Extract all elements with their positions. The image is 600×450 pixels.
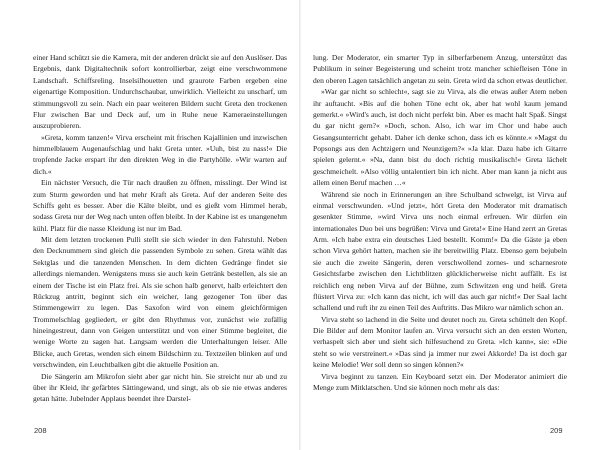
paragraph: Mit dem letzten trockenen Pulli stellt sie sich wieder in den Fahrstuhl. Neben den Decknummern sind gleich die passenden Symbole zu sehen. Greta wählt das Sektglas und die tanzenden Menschen. In dem dichten Gedränge findet sie allerdings niemanden. Wenigstens muss sie auch kein Getränk bestellen, als sie an einem der Tische ist ein Platz frei. Als sie schon halb genervt, halb erleichtert den Rückzug antritt, beginnt sich ein weicher, lang gezogener Ton über das Stimmengewirr zu legen. Das Saxofon wird von einem gleichförmigen Trommelschlag gegliedert, er gibt den Rhythmus vor, zunächst wie zufällig hineingestreut, dann von Geigen unterstützt und von einer Stimme begleitet, die wenige Worte zu sagen hat. Langsam werden die Unterhaltungen leiser. Alle Blicke, auch Gretas, wenden sich einem Bildschirm zu. Textzeilen blinken auf und verschwinden, ein Leuchtbalken gibt die aktuelle Position an.	[33, 235, 287, 370]
paragraph: Virva steht so lachend in die Seite und deutet noch zu. Greta schüttelt den Kopf. Die Bilder auf dem Monitor laufen an. Virva versucht sich an den ersten Worten, verhaspelt sich aber und sieht sich hilfesuchend zu Greta. »Ich kann«, sie: »Die steht so wie verstreinert.« »Das sind ja immer nur zwei Akkorde! Da ist doch gar keine Melodie! Wer soll denn so singen können?«	[313, 314, 567, 370]
paragraph: Virva beginnt zu tanzen. Ein Keyboard setzt ein. Der Moderator animiert die Menge zum Mitklatschen. Und sie können noch mehr als das:	[313, 371, 567, 392]
right-page	[300, 0, 600, 450]
paragraph: »War gar nicht so schlecht«, sagt sie zu Virva, als die etwas außer Atem neben ihr auftaucht. »Bis auf die hohen Töne echt ok, aber hat wohl kaum jemand gemerkt.« »Wird's auch, ist doch nicht perfekt bin. Aber es macht halt Spaß. Singst du gar nicht gern?« »Doch, schon. Also, ich war im Chor und habe auch Gesangsunterricht gehabt. Daher ich denke schon, dass ich es könnte.« »Magst du Popsongs aus den Achtzigern und Neunzigern?« »Ja klar. Dazu habe ich Gitarre spielen gelernt.« »Na, dann bist du doch richtig musikalisch!« Greta lächelt geschmeichelt. »Also völlig untalentiert bin ich nicht. Aber man kann ja nicht aus allem einen Beruf machen …«	[313, 87, 567, 188]
right-page-text	[313, 52, 567, 393]
left-page-text	[33, 52, 287, 405]
page-number: 208	[34, 426, 47, 435]
page-number: 209	[550, 426, 563, 435]
paragraph: einer Hand schützt sie die Kamera, mit der anderen drückt sie auf den Auslöser. Das Ergebnis, dank Digitaltechnik sofort kontrollierbar, zeigt eine verschwommene Landschaft. Schiffsreling. Inselsilhouetten und graurote Farben ergeben eine eigenartige Komposition. Undurchschaubar, unwirklich. Vielleicht zu unscharf, um stimmungsvoll zu sein. Nach ein paar weiteren Bildern sucht Greta den trockenen Flur zwischen Bar und Deck auf, um in Ruhe neue Kameraeinstellungen auszuprobieren.	[33, 53, 287, 131]
paragraph: lung. Der Moderator, ein smarter Typ in silberfarbenem Anzug, unterstützt das Publikum in seiner Begeisterung und scheint trotz mancher schiefleisen Töne in den oberen Lagen tatsächlich angetan zu sein. Greta wird da schon etwas deutlicher.	[313, 53, 567, 85]
paragraph: Die Sängerin am Mikrofon sieht aber gar nicht hin. Sie streicht nur ab und zu über ihr Kleid, ihr gefärbtes Sättingewand, und singt, als ob sie nie etwas anderes getan hätte. Jubelnder Applaus beendet ihre Darstel-	[33, 371, 287, 404]
paragraph: »Greta, komm tanzen!« Virva erscheint mit frischen Kajallinien und inzwischen himmelblauem Augenaufschlag und hakt Greta unter. »Uuh, bist zu nass!« Die tropfende Jacke erspart ihr den direkten Weg in die Partyhölle. »Wir warten auf dich.«	[33, 132, 287, 176]
paragraph: Während sie noch in Erinnerungen an ihre Schulband schwelgt, ist Virva auf einmal verschwunden. »Und jetzt«, hört Greta den Moderator mit dramatisch gesenkter Stimme, »wird Virva uns noch einmal erfreuen. Wir dürfen ein internationales Duo bei uns begrüßen: Virva und Greta!« Eine Hand zerrt an Gretas Arm. »Ich habe extra ein deutsches Lied bestellt. Komm!« Da die Gäste ja eben schon Virva gehört hatten, machen sie ihr bereitwillig Platz. Ebenso gern bejubeln sie auch die zweite Sängerin, deren verschwollend zornes- und scharnesrote Gesichtsfarbe zwischen den Lichtblitzen glücklicherweise nicht auffällt. Es ist reichlich eng neben Virva auf der Bühne, zum Schwitzen eng und heiß. Greta flüstert Virva zu: »Ich kann das nicht, ich will das auch gar nicht!« Der Saal lacht schallend und ruft ihr zu einen Teil des Auftritts. Das Mikro war nämlich schon an.	[313, 189, 567, 313]
paragraph: Ein nächster Versuch, die Tür nach draußen zu öffnen, misslingt. Der Wind ist zum Sturm geworden und hat mehr Kraft als Greta. Auf der anderen Seite des Schiffs geht es besser. Aber die Kälte bleibt, und es gießt vom Himmel herab, sodass Greta nur der Weg nach unten offen bleibt. In der Kabine ist es unangenehm kühl. Platz für die nasse Kleidung ist nur im Bad.	[33, 178, 287, 233]
